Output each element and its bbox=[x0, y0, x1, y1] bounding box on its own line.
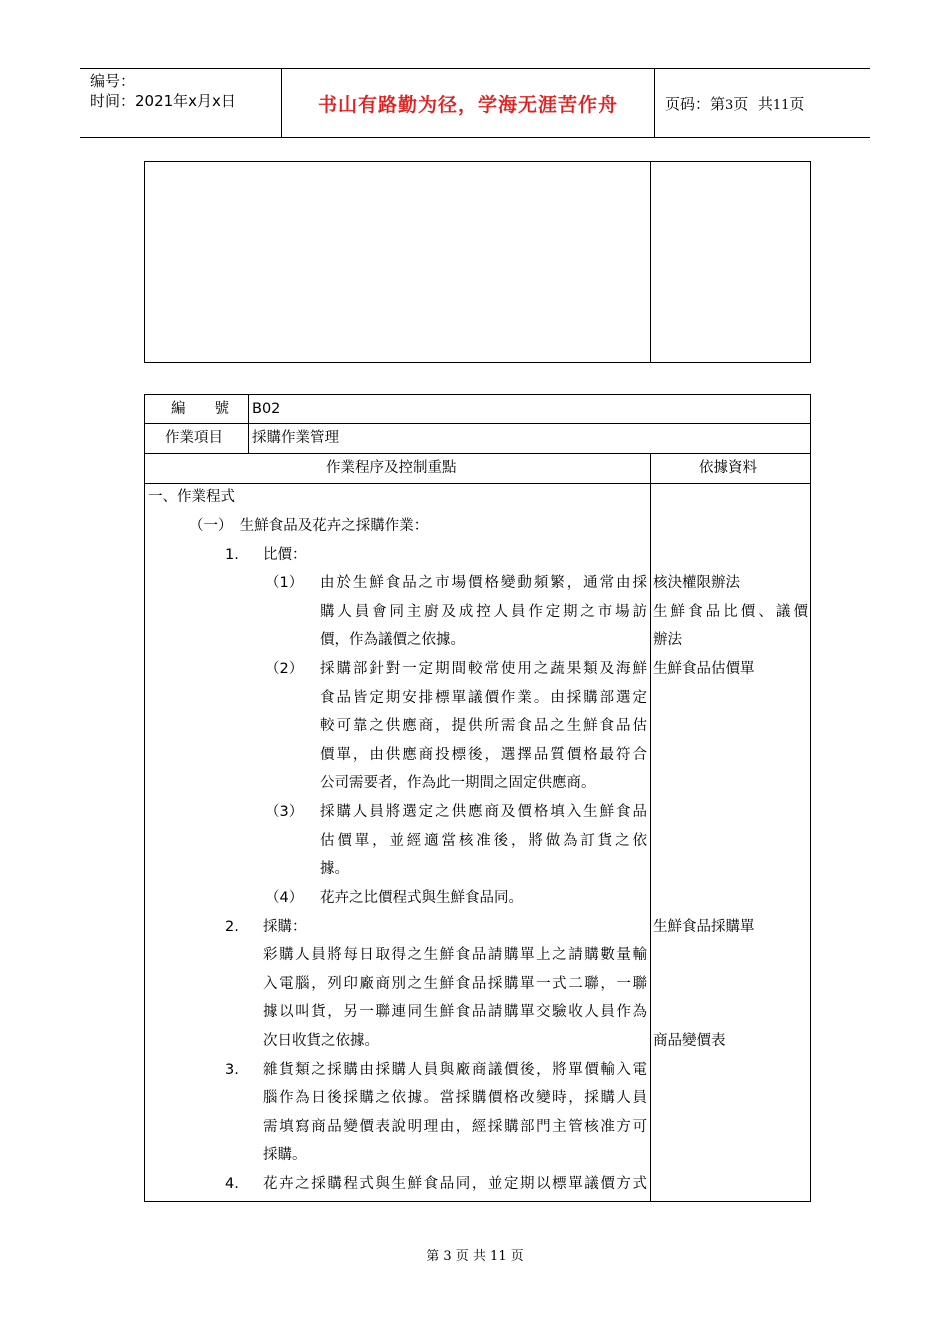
row-rule bbox=[145, 483, 810, 484]
paragraph-line: 花卉之採購程式與生鮮食品同，並定期以標單議價方式 bbox=[263, 1176, 647, 1192]
paragraph-line: 購人員會同主廚及成控人員作定期之市場訪 bbox=[320, 604, 647, 620]
header-meta bbox=[90, 71, 280, 111]
reference-item: 生鮮食品估價單 bbox=[653, 661, 755, 677]
section-heading: 一、作業程式 bbox=[148, 489, 235, 505]
paragraph-line: 公司需要者，作為此一期間之固定供應商。 bbox=[320, 775, 596, 791]
header-motto: 书山有路勤为径，学海无涯苦作舟 bbox=[317, 93, 618, 116]
reference-item: 核決權限辦法 bbox=[653, 575, 740, 591]
paragraph-line: 雜貨類之採購由採購人員與廠商議價後，將單價輸入電 bbox=[263, 1062, 647, 1078]
item-title: 比價： bbox=[263, 547, 307, 563]
col-rule bbox=[248, 395, 249, 453]
reference-item: 商品變價表 bbox=[653, 1033, 726, 1049]
paragraph-line: 採購。 bbox=[263, 1147, 307, 1163]
page-prefix: 页码：第 bbox=[665, 95, 726, 113]
blank-table bbox=[144, 161, 811, 363]
paragraph-line: 次日收貨之依據。 bbox=[263, 1033, 379, 1049]
col-rule bbox=[650, 453, 651, 1201]
paragraph-line: 採購人員將選定之供應商及價格填入生鮮食品 bbox=[320, 804, 647, 820]
item-label: 作業項目 bbox=[165, 430, 223, 446]
page-footer: 第 3 页 共 11 页 bbox=[426, 1249, 524, 1264]
paragraph-line: 入電腦，列印廠商別之生鮮食品採購單一式二聯，一聯 bbox=[263, 976, 647, 992]
paragraph-line: 估價單，並經適當核准後，將做為訂貨之依 bbox=[320, 833, 647, 849]
procedure-table bbox=[144, 394, 811, 1202]
item-number: 2. bbox=[225, 919, 239, 935]
header-page-info bbox=[665, 93, 804, 114]
paragraph-line: 採購部針對一定期間較常使用之蔬果類及海鮮 bbox=[320, 661, 647, 677]
code-value: B02 bbox=[252, 401, 281, 417]
paragraph-line: 價單，由供應商投標後，選擇品質價格最符合 bbox=[320, 747, 647, 763]
paragraph-line: 較可靠之供應商，提供所需食品之生鮮食品估 bbox=[320, 718, 647, 734]
item-value: 採購作業管理 bbox=[252, 430, 339, 446]
reference-column-header: 依據資料 bbox=[699, 460, 757, 476]
item-number: 1. bbox=[225, 547, 239, 563]
paragraph-line: 據以叫貨，另一聯連同生鮮食品請購單交驗收人員作為 bbox=[263, 1004, 647, 1020]
item-number: 4. bbox=[225, 1176, 239, 1192]
page-suffix: 页 bbox=[789, 95, 805, 113]
paragraph-line: 據。 bbox=[320, 861, 349, 877]
paragraph-line: 花卉之比價程式與生鮮食品同。 bbox=[320, 890, 523, 906]
row-rule bbox=[145, 423, 810, 424]
reference-item: 生鮮食品採購單 bbox=[653, 919, 755, 935]
doc-code-label: 编号： bbox=[90, 72, 136, 90]
paragraph-line: 由於生鮮食品之市場價格變動頻繁，通常由採 bbox=[320, 575, 647, 591]
page-total: 11 bbox=[772, 98, 790, 113]
paragraph-line: 彩購人員將每日取得之生鮮食品請購單上之請購數量輸 bbox=[263, 947, 647, 963]
paragraph-line: 需填寫商品變價表說明理由，經採購部門主管核准方可 bbox=[263, 1119, 647, 1135]
procedure-column-header: 作業程序及控制重點 bbox=[326, 460, 457, 476]
paragraph-line: 腦作為日後採購之依據。當採購價格改變時，採購人員 bbox=[263, 1090, 647, 1106]
header-divider bbox=[654, 69, 655, 137]
paragraph-line: 食品皆定期安排標單議價作業。由採購部選定 bbox=[320, 690, 647, 706]
sub-item-number: （2） bbox=[265, 661, 304, 677]
blank-table-divider bbox=[650, 162, 651, 362]
page-number: 3 bbox=[725, 98, 734, 113]
sub-item-number: （3） bbox=[265, 804, 304, 820]
reference-item: 辦法 bbox=[653, 632, 682, 648]
page-header bbox=[80, 68, 870, 138]
code-label: 編 號 bbox=[171, 401, 229, 417]
item-number: 3. bbox=[225, 1062, 239, 1078]
subsection-heading: （一） 生鮮食品及花卉之採購作業： bbox=[189, 518, 429, 534]
sub-item-number: （1） bbox=[265, 575, 304, 591]
sub-item-number: （4） bbox=[265, 890, 304, 906]
paragraph-line: 價，作為議價之依據。 bbox=[320, 632, 465, 648]
item-title: 採購： bbox=[263, 919, 307, 935]
doc-date-label: 时间：2021年x月x日 bbox=[90, 92, 236, 110]
page-mid: 页 共 bbox=[733, 95, 773, 113]
reference-item: 生鮮食品比價、議價 bbox=[653, 604, 808, 620]
